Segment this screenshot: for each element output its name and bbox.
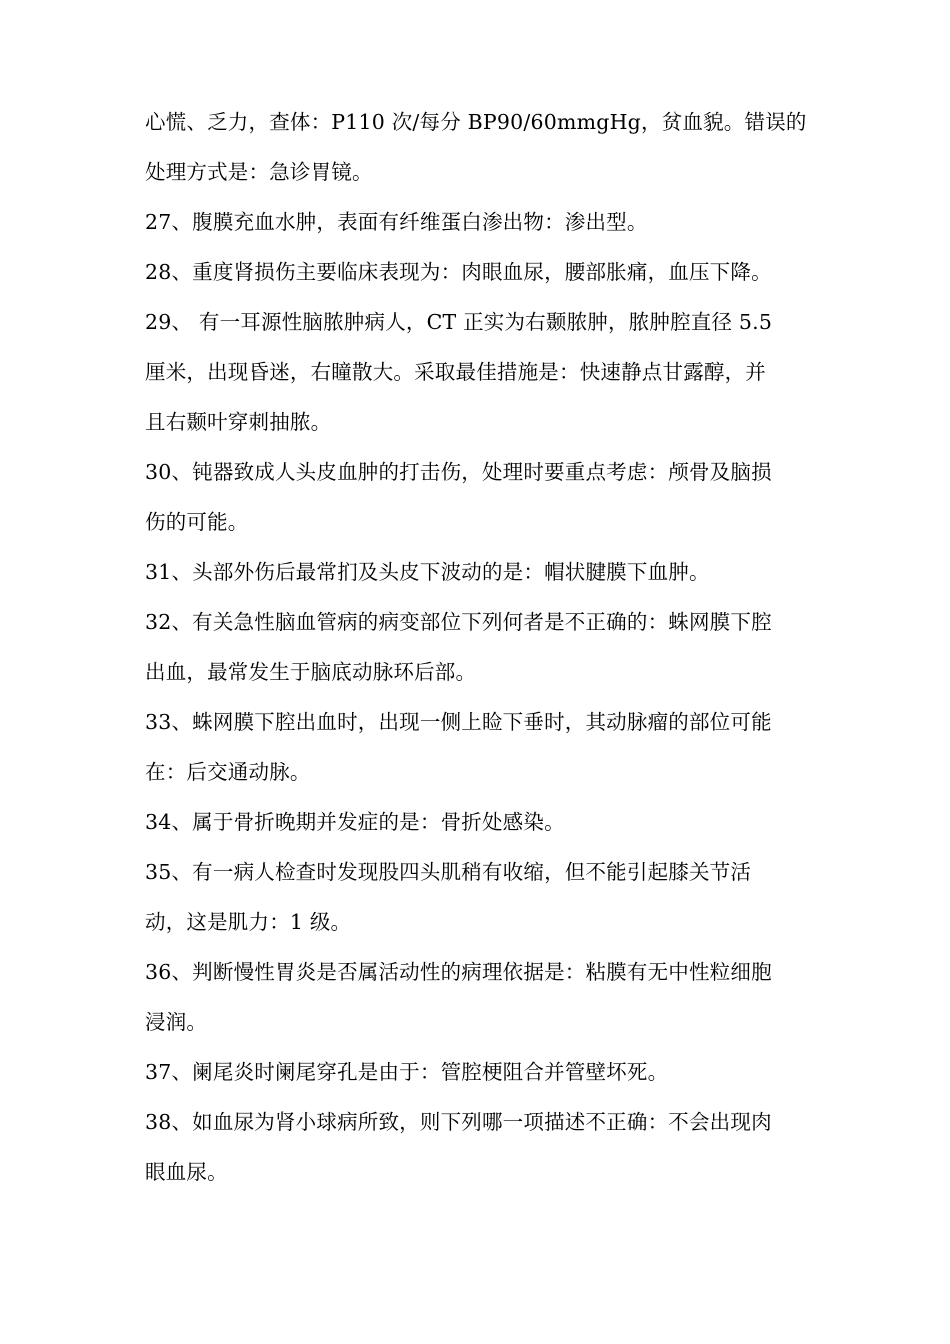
text-line: 32、有关急性脑血管病的病变部位下列何者是不正确的：蛛网膜下腔 [145,610,772,634]
text-line: 眼血尿。 [145,1160,228,1184]
text-line: 出血，最常发生于脑底动脉环后部。 [145,660,477,684]
text-line: 处理方式是：急诊胃镜。 [145,160,373,184]
text-line: 30、钝器致成人头皮血肿的打击伤，处理时要重点考虑：颅骨及脑损 [145,460,772,484]
paragraph-30 [145,447,817,547]
document-body [145,97,817,1197]
paragraph-28 [145,247,817,297]
text-line: 心慌、乏力，查体：P110 次/每分 BP90/60mmgHg，贫血貌。错误的 [145,110,807,134]
text-line: 27、腹膜充血水肿，表面有纤维蛋白渗出物：渗出型。 [145,210,648,234]
text-line: 37、阑尾炎时阑尾穿孔是由于：管腔梗阻合并管壁坏死。 [145,1060,669,1084]
text-line: 28、重度肾损伤主要临床表现为：肉眼血尿，腰部胀痛，血压下降。 [145,260,772,284]
paragraph-26-continued [145,97,817,197]
text-line: 31、头部外伤后最常扪及头皮下波动的是：帽状腱膜下血肿。 [145,560,710,584]
paragraph-37 [145,1047,817,1097]
paragraph-38 [145,1097,817,1197]
paragraph-32 [145,597,817,697]
text-line: 浸润。 [145,1010,208,1034]
paragraph-29 [145,297,817,447]
paragraph-35 [145,847,817,947]
paragraph-31 [145,547,817,597]
text-line: 33、蛛网膜下腔出血时，出现一侧上睑下垂时，其动脉瘤的部位可能 [145,710,772,734]
text-line: 动，这是肌力：1 级。 [145,910,352,934]
text-line: 35、有一病人检查时发现股四头肌稍有收缩，但不能引起膝关节活 [145,860,752,884]
text-line: 38、如血尿为肾小球病所致，则下列哪一项描述不正确：不会出现肉 [145,1110,772,1134]
text-line: 且右颞叶穿刺抽脓。 [145,410,332,434]
paragraph-36 [145,947,817,1047]
paragraph-34 [145,797,817,847]
text-line: 厘米，出现昏迷，右瞳散大。采取最佳措施是：快速静点甘露醇，并 [145,360,766,384]
text-line: 伤的可能。 [145,510,249,534]
paragraph-27 [145,197,817,247]
text-line: 29、 有一耳源性脑脓肿病人，CT 正实为右颞脓肿，脓肿腔直径 5.5 [145,310,773,334]
text-line: 36、判断慢性胃炎是否属活动性的病理依据是：粘膜有无中性粒细胞 [145,960,772,984]
paragraph-33 [145,697,817,797]
text-line: 34、属于骨折晚期并发症的是：骨折处感染。 [145,810,565,834]
text-line: 在：后交通动脉。 [145,760,311,784]
